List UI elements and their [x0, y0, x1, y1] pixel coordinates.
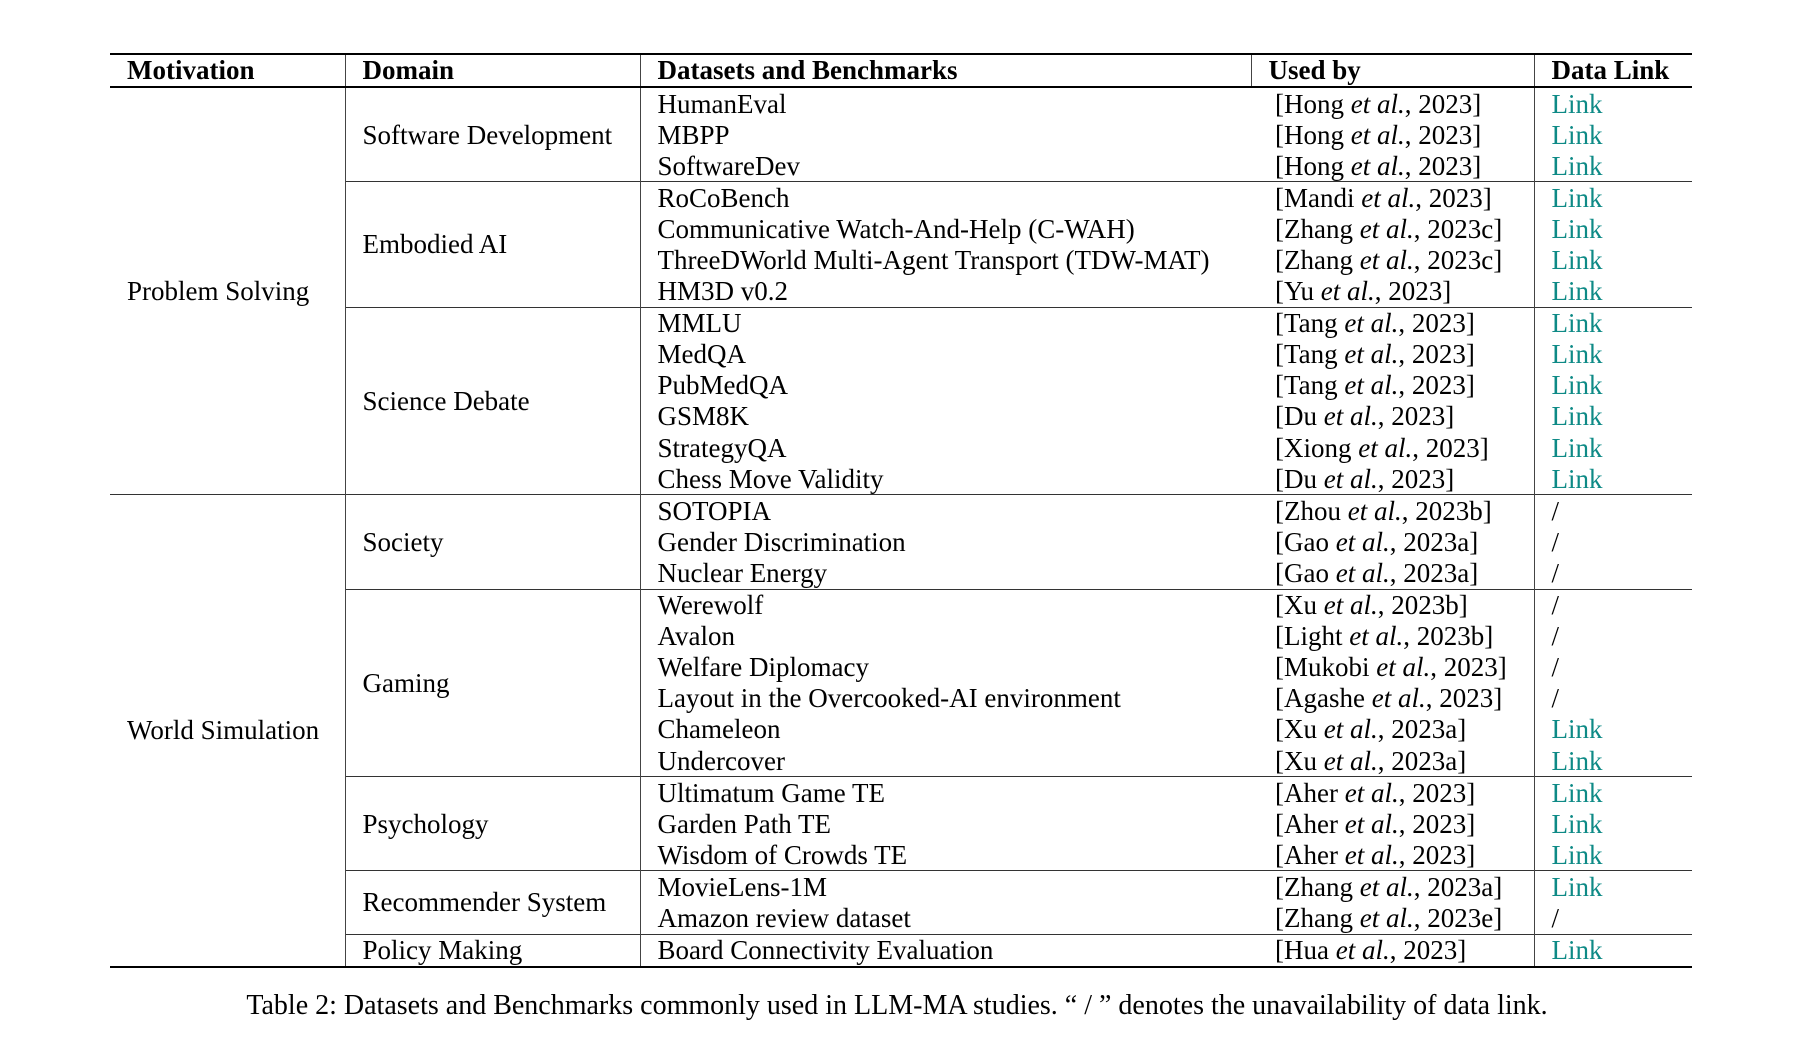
used-by-citation[interactable]: [Hong et al., 2023] [1251, 119, 1534, 150]
used-by-citation[interactable]: [Yu et al., 2023] [1251, 276, 1534, 308]
citation-etal: et al. [1344, 339, 1399, 370]
data-link-cell [1534, 714, 1692, 745]
citation-year: 2023 [1388, 276, 1443, 307]
domain-cell: Science Debate [345, 307, 640, 495]
dataset-name: RoCoBench [640, 182, 1251, 214]
used-by-citation[interactable]: [Zhang et al., 2023c] [1251, 213, 1534, 244]
citation-author: Du [1284, 463, 1317, 494]
no-link-mark: / [1551, 495, 1560, 526]
table-body [110, 87, 1692, 967]
citation-etal: et al. [1350, 88, 1405, 119]
citation-etal: et al. [1359, 871, 1414, 902]
citation-etal: et al. [1320, 276, 1375, 307]
citation-author: Xu [1284, 714, 1317, 745]
data-link[interactable]: Link [1551, 714, 1603, 745]
data-link[interactable]: Link [1551, 339, 1603, 370]
dataset-name: Chess Move Validity [657, 463, 884, 494]
citation-etal: et al. [1335, 935, 1390, 966]
citation-year: 2023a [1403, 526, 1470, 557]
citation-year: 2023 [1412, 839, 1467, 870]
citation-author: Yu [1284, 276, 1315, 307]
citation-year: 2023b [1415, 495, 1483, 526]
dataset-name: HM3D v0.2 [657, 276, 789, 307]
citation-etal: et al. [1350, 150, 1405, 181]
data-link[interactable]: Link [1551, 432, 1603, 463]
citation-author: Tang [1284, 339, 1338, 370]
data-link[interactable]: Link [1551, 777, 1603, 808]
dataset-name: StrategyQA [657, 432, 787, 463]
table-caption: Table 2: Datasets and Benchmarks commonly used in LLM-MA studies. “ / ” denotes the unavailability of data link. [246, 990, 1548, 1021]
data-link-cell [1534, 902, 1692, 934]
citation-author: Zhang [1284, 902, 1353, 933]
citation-author: Xiong [1284, 432, 1352, 463]
citation-author: Xu [1284, 745, 1317, 776]
dataset-name: GSM8K [657, 401, 750, 432]
citation-etal: et al. [1323, 745, 1378, 776]
data-link[interactable]: Link [1551, 119, 1603, 150]
used-by-citation[interactable]: [Zhang et al., 2023c] [1251, 244, 1534, 275]
citation-etal: et al. [1335, 526, 1390, 557]
data-link-cell [1534, 589, 1692, 621]
table-row [110, 777, 1692, 809]
used-by-citation[interactable]: [Du et al., 2023] [1251, 401, 1534, 432]
citation-author: Mandi [1284, 182, 1355, 213]
citation-author: Aher [1284, 839, 1338, 870]
data-link-cell [1534, 557, 1692, 589]
citation-year: 2023a [1391, 714, 1458, 745]
citation-author: Mukobi [1284, 652, 1370, 683]
citation-etal: et al. [1344, 777, 1399, 808]
citation-year: 2023 [1391, 401, 1446, 432]
data-link-cell [1534, 871, 1692, 903]
citation-year: 2023 [1418, 88, 1473, 119]
dataset-name: MMLU [640, 307, 1251, 339]
citation-year: 2023b [1391, 590, 1459, 621]
data-link-cell [1534, 495, 1692, 527]
citation-author: Zhang [1284, 213, 1353, 244]
citation-author: Xu [1284, 590, 1317, 621]
citation-year: 2023 [1412, 777, 1467, 808]
data-link[interactable]: Link [1551, 871, 1603, 902]
dataset-name: Ultimatum Game TE [640, 777, 1251, 809]
domain-cell: Psychology [345, 777, 640, 871]
domain-cell: Policy Making [345, 934, 640, 967]
table-row [110, 871, 1692, 903]
no-link-mark: / [1551, 652, 1560, 683]
citation-year: 2023 [1411, 370, 1466, 401]
dataset-name: Layout in the Overcooked-AI environment [657, 683, 1121, 714]
used-by-citation[interactable]: [Xu et al., 2023a] [1251, 714, 1534, 745]
data-link-cell [1534, 463, 1692, 495]
citation-year: 2023b [1416, 621, 1485, 652]
citation-author: Hua [1284, 935, 1329, 966]
dataset-name: Board Connectivity Evaluation [640, 934, 1251, 967]
citation-year: 2023 [1428, 182, 1483, 213]
table-row [110, 495, 1692, 527]
citation-year: 2023a [1427, 871, 1494, 902]
dataset-name: MBPP [657, 119, 730, 150]
data-link-cell [1534, 119, 1692, 150]
no-link-mark: / [1551, 683, 1560, 714]
citation-author: Zhou [1284, 495, 1341, 526]
citation-etal: et al. [1323, 401, 1378, 432]
dataset-name: Avalon [657, 621, 735, 652]
citation-year: 2023 [1411, 308, 1466, 339]
citation-etal: et al. [1361, 182, 1416, 213]
data-link-cell [1534, 213, 1692, 244]
citation-etal: et al. [1359, 245, 1414, 276]
citation-year: 2023 [1439, 683, 1494, 714]
table-row [110, 589, 1692, 621]
citation-year: 2023 [1403, 935, 1458, 966]
citation-author: Hong [1284, 150, 1344, 181]
header-datasets: Datasets and Benchmarks [640, 54, 1251, 87]
dataset-name: Wisdom of Crowds TE [657, 839, 908, 870]
used-by-citation[interactable]: [Gao et al., 2023a] [1251, 526, 1534, 557]
data-link-cell [1534, 339, 1692, 370]
used-by-citation[interactable]: [Aher et al., 2023] [1251, 777, 1534, 809]
citation-year: 2023a [1391, 745, 1458, 776]
dataset-name: Werewolf [640, 589, 1251, 621]
data-link-cell [1534, 526, 1692, 557]
no-link-mark: / [1551, 902, 1560, 933]
data-link-cell [1534, 934, 1692, 967]
data-link[interactable]: Link [1551, 935, 1603, 966]
data-link[interactable]: Link [1551, 401, 1603, 432]
data-link-cell [1534, 839, 1692, 871]
data-link-cell [1534, 432, 1692, 463]
data-link-cell [1534, 777, 1692, 809]
citation-etal: et al. [1371, 683, 1426, 714]
header-data-link: Data Link [1534, 54, 1692, 87]
data-link-cell [1534, 808, 1692, 839]
data-link[interactable]: Link [1551, 370, 1603, 401]
data-link[interactable]: Link [1551, 245, 1603, 276]
citation-etal: et al. [1344, 839, 1399, 870]
data-link[interactable]: Link [1551, 150, 1603, 181]
data-link[interactable]: Link [1551, 213, 1603, 244]
domain-cell: Software Development [345, 87, 640, 182]
used-by-citation[interactable]: [Xu et al., 2023b] [1251, 589, 1534, 621]
dataset-name: SOTOPIA [640, 495, 1251, 527]
citation-year: 2023a [1403, 557, 1470, 588]
data-link-cell [1534, 307, 1692, 339]
used-by-citation[interactable]: [Xu et al., 2023a] [1251, 745, 1534, 777]
citation-etal: et al. [1323, 463, 1378, 494]
citation-author: Aher [1284, 808, 1338, 839]
motivation-cell: Problem Solving [110, 87, 345, 495]
data-link[interactable]: Link [1551, 463, 1603, 494]
citation-year: 2023 [1411, 339, 1466, 370]
domain-cell: Embodied AI [345, 182, 640, 307]
dataset-name: MovieLens-1M [640, 871, 1251, 903]
used-by-citation[interactable]: [Zhang et al., 2023a] [1251, 871, 1534, 903]
citation-year: 2023 [1412, 808, 1467, 839]
table-row [110, 87, 1692, 119]
no-link-mark: / [1551, 526, 1560, 557]
data-link-cell [1534, 182, 1692, 214]
data-link[interactable]: Link [1551, 808, 1603, 839]
used-by-citation[interactable]: [Mukobi et al., 2023] [1251, 652, 1534, 683]
citation-etal: et al. [1359, 902, 1414, 933]
citation-author: Aher [1284, 777, 1338, 808]
data-link-cell [1534, 244, 1692, 275]
data-link[interactable]: Link [1551, 88, 1603, 119]
used-by-citation[interactable]: [Light et al., 2023b] [1251, 621, 1534, 652]
used-by-citation[interactable]: [Aher et al., 2023] [1251, 808, 1534, 839]
header-motivation: Motivation [110, 54, 345, 87]
citation-etal: et al. [1323, 714, 1378, 745]
citation-etal: et al. [1359, 213, 1414, 244]
header-domain: Domain [345, 54, 640, 87]
dataset-name: Gender Discrimination [657, 526, 906, 557]
citation-year: 2023 [1391, 463, 1446, 494]
dataset-name: ThreeDWorld Multi-Agent Transport (TDW-MAT) [657, 245, 1210, 276]
citation-etal: et al. [1347, 495, 1402, 526]
used-by-citation[interactable]: [Tang et al., 2023] [1251, 307, 1534, 339]
used-by-citation[interactable]: [Xiong et al., 2023] [1251, 432, 1534, 463]
dataset-name: Welfare Diplomacy [657, 652, 869, 683]
datasets-table [110, 53, 1692, 968]
dataset-name: Amazon review dataset [657, 902, 911, 933]
citation-author: Tang [1284, 370, 1338, 401]
data-link[interactable]: Link [1551, 839, 1603, 870]
used-by-citation[interactable]: [Mandi et al., 2023] [1251, 182, 1534, 214]
dataset-name: HumanEval [640, 87, 1251, 119]
dataset-name: Nuclear Energy [657, 557, 828, 588]
table-row [110, 307, 1692, 339]
data-link-cell [1534, 621, 1692, 652]
citation-year: 2023 [1425, 432, 1480, 463]
citation-author: Gao [1284, 526, 1329, 557]
domain-cell: Society [345, 495, 640, 589]
used-by-citation[interactable]: [Hong et al., 2023] [1251, 150, 1534, 182]
header-used-by: Used by [1251, 54, 1534, 87]
domain-cell: Gaming [345, 589, 640, 777]
dataset-name: MedQA [657, 339, 746, 370]
dataset-name: Garden Path TE [657, 808, 831, 839]
used-by-citation[interactable]: [Tang et al., 2023] [1251, 339, 1534, 370]
citation-etal: et al. [1358, 432, 1413, 463]
data-link-cell [1534, 745, 1692, 777]
citation-author: Gao [1284, 557, 1329, 588]
citation-etal: et al. [1323, 590, 1378, 621]
citation-etal: et al. [1376, 652, 1431, 683]
data-link[interactable]: Link [1551, 308, 1603, 339]
citation-etal: et al. [1349, 621, 1404, 652]
citation-year: 2023 [1418, 119, 1473, 150]
citation-etal: et al. [1350, 119, 1405, 150]
used-by-citation[interactable]: [Aher et al., 2023] [1251, 839, 1534, 871]
citation-author: Du [1284, 401, 1317, 432]
citation-author: Agashe [1284, 683, 1365, 714]
data-link-cell [1534, 150, 1692, 182]
citation-year: 2023 [1418, 150, 1473, 181]
data-link[interactable]: Link [1551, 276, 1603, 307]
citation-author: Zhang [1284, 871, 1353, 902]
dataset-name: Chameleon [657, 714, 781, 745]
citation-etal: et al. [1344, 308, 1399, 339]
used-by-citation[interactable]: [Du et al., 2023] [1251, 463, 1534, 495]
no-link-mark: / [1551, 557, 1560, 588]
citation-author: Zhang [1284, 245, 1353, 276]
data-link-cell [1534, 87, 1692, 119]
dataset-name: Undercover [657, 745, 785, 776]
data-link-cell [1534, 401, 1692, 432]
table-row [110, 934, 1692, 967]
data-link-cell [1534, 683, 1692, 714]
motivation-cell: World Simulation [110, 495, 345, 967]
data-link-cell [1534, 652, 1692, 683]
used-by-citation[interactable]: [Tang et al., 2023] [1251, 370, 1534, 401]
citation-author: Light [1284, 621, 1343, 652]
data-link-cell [1534, 370, 1692, 401]
used-by-citation[interactable]: [Hua et al., 2023] [1251, 934, 1534, 967]
used-by-citation[interactable]: [Zhou et al., 2023b] [1251, 495, 1534, 527]
data-link[interactable]: Link [1551, 182, 1603, 213]
dataset-name: Communicative Watch-And-Help (C-WAH) [657, 213, 1135, 244]
no-link-mark: / [1551, 590, 1560, 621]
table-row [110, 182, 1692, 214]
citation-etal: et al. [1344, 370, 1399, 401]
citation-etal: et al. [1335, 557, 1390, 588]
citation-year: 2023 [1443, 652, 1498, 683]
citation-year: 2023c [1427, 245, 1494, 276]
data-link[interactable]: Link [1551, 745, 1603, 776]
no-link-mark: / [1551, 621, 1560, 652]
used-by-citation[interactable]: [Agashe et al., 2023] [1251, 683, 1534, 714]
dataset-name: SoftwareDev [657, 150, 800, 181]
used-by-citation[interactable]: [Hong et al., 2023] [1251, 87, 1534, 119]
citation-author: Hong [1284, 119, 1344, 150]
domain-cell: Recommender System [345, 871, 640, 934]
citation-author: Hong [1284, 88, 1344, 119]
citation-author: Tang [1284, 308, 1338, 339]
used-by-citation[interactable]: [Gao et al., 2023a] [1251, 557, 1534, 589]
citation-year: 2023c [1427, 213, 1494, 244]
citation-etal: et al. [1344, 808, 1399, 839]
header-row [110, 54, 1692, 87]
data-link-cell [1534, 276, 1692, 308]
dataset-name: PubMedQA [657, 370, 789, 401]
citation-year: 2023e [1427, 902, 1494, 933]
used-by-citation[interactable]: [Zhang et al., 2023e] [1251, 902, 1534, 934]
